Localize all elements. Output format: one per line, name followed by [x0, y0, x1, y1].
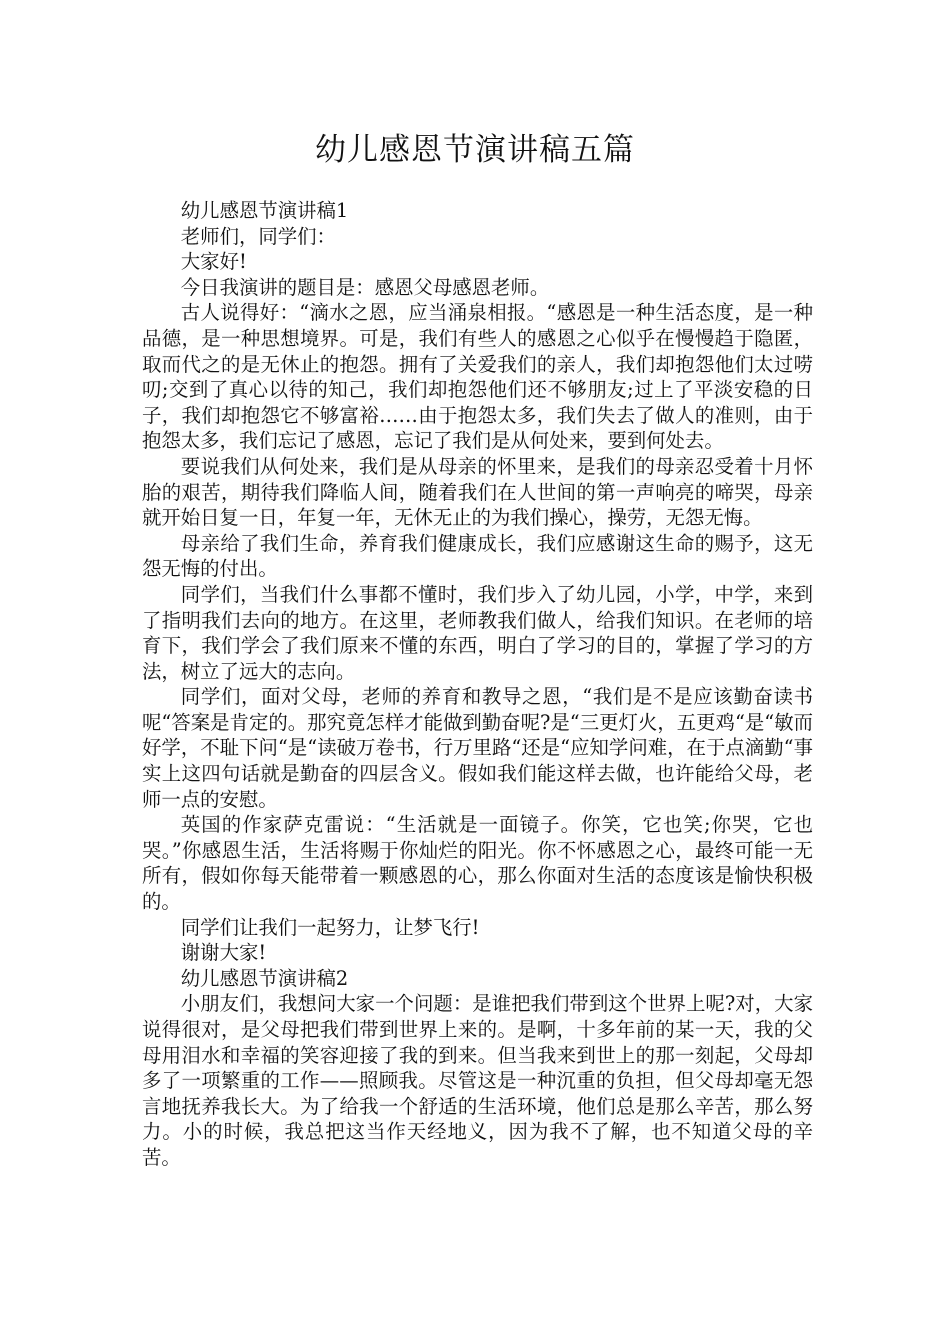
speech-topic: 今日我演讲的题目是：感恩父母感恩老师。 — [180, 275, 550, 299]
document-title: 幼儿感恩节演讲稿五篇 — [315, 132, 635, 168]
closing: 谢谢大家! — [180, 941, 267, 965]
body-paragraph: 要说我们从何处来，我们是从母亲的怀里来，是我们的母亲忍受着十月怀胎的艰苦，期待我们降临人间，随着我们在人世间的第一声响亮的啼哭，母亲就开始日复一日，年复一年，无休无止的为我们操心，操劳，无怨无悔。 — [142, 454, 813, 530]
salutation: 老师们，同学们： — [180, 224, 336, 248]
greeting: 大家好! — [180, 250, 247, 274]
body-paragraph: 同学们让我们一起努力，让梦飞行! — [180, 915, 480, 939]
body-paragraph: 同学们，当我们什么事都不懂时，我们步入了幼儿园，小学，中学，来到了指明我们去向的地方。在这里，老师教我们做人，给我们知识。在老师的培育下，我们学会了我们原来不懂的东西，明白了学习的目的，掌握了学习的方法，树立了远大的志向。 — [142, 582, 813, 683]
section-heading-2: 幼儿感恩节演讲稿2 — [180, 966, 349, 990]
section-heading-1: 幼儿感恩节演讲稿1 — [180, 199, 349, 222]
body-paragraph: 英国的作家萨克雷说：“生活就是一面镜子。你笑，它也笑;你哭，它也哭。”你感恩生活，生活将赐于你灿烂的阳光。你不怀感恩之心，最终可能一无所有，假如你每天能带着一颗感恩的心，那么你面对生活的态度该是愉快积极的。 — [142, 813, 813, 914]
body-paragraph: 同学们，面对父母，老师的养育和教导之恩，“我们是不是应该勤奋读书呢“答案是肯定的。那究竟怎样才能做到勤奋呢?是“三更灯火，五更鸡“是“敏而好学，不耻下问“是“读破万卷书，行万里路“还是“应知学问难，在于点滴勤“事实上这四句话就是勤奋的四层含义。假如我们能这样去做，也许能给父母，老师一点的安慰。 — [142, 685, 813, 811]
document-body — [142, 198, 813, 1171]
body-paragraph: 古人说得好：“滴水之恩，应当涌泉相报。“感恩是一种生活态度，是一种品德，是一种思想境界。可是，我们有些人的感恩之心似乎在慢慢趋于隐匿，取而代之的是无休止的抱怨。拥有了关爱我们的亲人，我们却抱怨他们太过唠叨;交到了真心以待的知己，我们却抱怨他们还不够朋友;过上了平淡安稳的日子，我们却抱怨它不够富裕……由于抱怨太多，我们失去了做人的准则，由于抱怨太多，我们忘记了感恩，忘记了我们是从何处来，要到何处去。 — [142, 301, 813, 453]
body-paragraph: 小朋友们，我想问大家一个问题：是谁把我们带到这个世界上呢?对，大家说得很对，是父母把我们带到世界上来的。是啊，十多年前的某一天，我的父母用泪水和幸福的笑容迎接了我的到来。但当我来到世上的那一刻起，父母却多了一项繁重的工作——照顾我。尽管这是一种沉重的负担，但父母却毫无怨言地抚养我长大。为了给我一个舒适的生活环境，他们总是那么辛苦，那么努力。小的时候，我总把这当作天经地义，因为我不了解，也不知道父母的辛苦。 — [142, 992, 813, 1169]
body-paragraph: 母亲给了我们生命，养育我们健康成长，我们应感谢这生命的赐予，这无怨无悔的付出。 — [142, 531, 813, 581]
